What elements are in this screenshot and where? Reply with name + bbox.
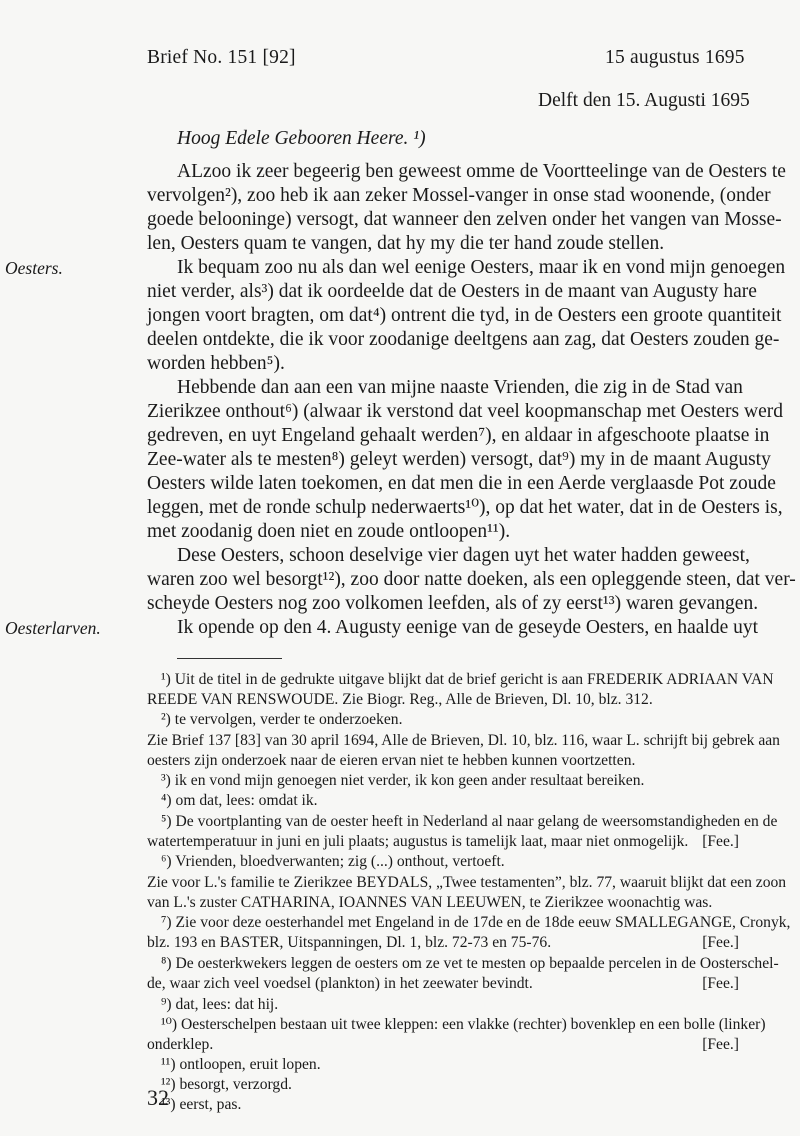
body-line: met zoodanig doen niet en zoude ontloopen¹¹). <box>147 521 511 542</box>
footnote-line: ⁷) Zie voor deze oesterhandel met Engeland in de 17de en de 18de eeuw SMALLEGANGE, Cronyk, <box>161 914 791 931</box>
body-line: Ik opende op den 4. Augusty eenige van de geseyde Oesters, en haalde uyt <box>177 617 759 638</box>
footnote-tag: [Fee.] <box>702 833 739 850</box>
body-line: Oesters wilde laten toekomen, en dat men die in een Aerde verglaasde Pot zoude <box>147 473 776 494</box>
body-line: scheyde Oesters nog zoo volkomen leefden, als of zy eerst¹³) waren gevangen. <box>147 593 759 614</box>
margin-note-oesters: Oesters. <box>5 258 63 278</box>
footnote-rule <box>177 658 282 659</box>
footnote-line: ¹²) besorgt, verzorgd. <box>161 1076 292 1093</box>
dateline: Delft den 15. Augusti 1695 <box>538 90 750 111</box>
footnote-line: ⁴) om dat, lees: omdat ik. <box>161 792 318 809</box>
body-line: deelen ontdekte, die ik voor zoodanige deeltgens aan zag, dat Oesters zouden ge- <box>147 329 780 350</box>
footnote-text: onderklep. <box>147 1036 214 1053</box>
footnote-line: ⁹) dat, lees: dat hij. <box>161 996 279 1013</box>
footnote-line: oesters zijn onderzoek naar de eieren ervan niet te hebben kunnen voortzetten. <box>147 752 636 769</box>
body-line: Zee-water als te mesten⁸) geleyt werden) versogt, dat⁹) my in de maant Augusty <box>147 449 771 470</box>
running-head-left: Brief No. 151 [92] <box>147 47 296 68</box>
body-line: waren zoo wel besorgt¹²), zoo door natte doeken, als een opleggende steen, dat ver- <box>147 569 796 590</box>
body-line: Dese Oesters, schoon deselvige vier dagen uyt het water hadden geweest, <box>177 545 750 566</box>
body-line: niet verder, als³) dat ik oordeelde dat de Oesters in de maant van Augusty hare <box>147 281 757 302</box>
footnote-line: van L.'s zuster CATHARINA, IOANNES VAN LEEUWEN, te Zierikzee woonachtig was. <box>147 894 713 911</box>
footnote-text: de, waar zich veel voedsel (plankton) in het zeewater bevindt. <box>147 975 533 992</box>
running-head-right: 15 augustus 1695 <box>605 47 745 68</box>
footnote-line: ⁶) Vrienden, bloedverwanten; zig (...) onthout, vertoeft. <box>161 853 505 870</box>
footnote-line <box>147 1035 739 1055</box>
footnote-line: ⁸) De oesterkwekers leggen de oesters om ze vet te mesten op bepaalde percelen in de Oosterschel- <box>161 955 779 972</box>
footnote-line: ¹³) eerst, pas. <box>161 1096 242 1113</box>
footnote-line <box>147 933 739 953</box>
body-line: vervolgen²), zoo heb ik aan zeker Mossel-vanger in onse stad woonende, (onder <box>147 185 771 206</box>
footnote-line: ⁵) De voortplanting van de oester heeft in Nederland al naar gelang de weersomstandigheden en de <box>161 813 778 830</box>
footnote-line: ³) ik en vond mijn genoegen niet verder, ik kon geen ander resultaat bereiken. <box>161 772 645 789</box>
page-number: 32 <box>147 1085 169 1110</box>
body-line: gedreven, en uyt Engeland gehaalt werden⁷), en aldaar in afgeschoote plaatse in <box>147 425 770 446</box>
body-line: goede belooninge) versogt, dat wanneer den zelven onder het vangen van Mosse- <box>147 209 782 230</box>
footnote-text: blz. 193 en BASTER, Uitspanningen, Dl. 1, blz. 72-73 en 75-76. <box>147 934 552 951</box>
footnote-line: ¹¹) ontloopen, eruit lopen. <box>161 1056 321 1073</box>
footnote-tag: [Fee.] <box>702 1036 739 1053</box>
footnote-line <box>147 974 739 994</box>
footnote-tag: [Fee.] <box>702 975 739 992</box>
body-line: ALzoo ik zeer begeerig ben geweest omme de Voortteelinge van de Oesters te <box>177 161 786 182</box>
footnote-line: ²) te vervolgen, verder te onderzoeken. <box>161 711 403 728</box>
footnote-line: REEDE VAN RENSWOUDE. Zie Biogr. Reg., Alle de Brieven, Dl. 10, blz. 312. <box>147 691 653 708</box>
footnote-line <box>147 832 739 852</box>
footnote-line: ¹) Uit de titel in de gedrukte uitgave blijkt dat de brief gericht is aan FREDERIK ADRIAAN VAN <box>161 671 774 688</box>
footnote-tag: [Fee.] <box>702 934 739 951</box>
footnote-line: Zie Brief 137 [83] van 30 april 1694, Alle de Brieven, Dl. 10, blz. 116, waar L. schrijft bij gebrek aan <box>147 732 780 749</box>
footnote-text: watertemperatuur in juni en juli plaats; augustus is tamelijk laat, maar niet onmogelijk. <box>147 833 689 850</box>
body-line: Zierikzee onthout⁶) (alwaar ik verstond dat veel koopmanschap met Oesters werd <box>147 401 783 422</box>
body-line: Ik bequam zoo nu als dan wel eenige Oesters, maar ik en vond mijn genoegen <box>177 257 786 278</box>
body-line: Hebbende dan aan een van mijne naaste Vrienden, die zig in de Stad van <box>177 377 743 398</box>
salutation: Hoog Edele Gebooren Heere. ¹) <box>177 128 426 149</box>
footnote-line: ¹⁰) Oesterschelpen bestaan uit twee kleppen: een vlakke (rechter) bovenklep en een bolle (linker) <box>161 1016 766 1033</box>
body-line: len, Oesters quam te vangen, dat hy my die ter hand zoude stellen. <box>147 233 665 254</box>
margin-note-oesterlarven: Oesterlarven. <box>5 618 101 638</box>
footnote-line: Zie voor L.'s familie te Zierikzee BEYDALS, „Twee testamenten”, blz. 77, waaruit blijkt dat een zoon <box>147 874 787 891</box>
body-line: jongen voort bragten, om dat⁴) ontrent die tyd, in de Oesters een groote quantiteit <box>147 305 782 326</box>
body-line: worden hebben⁵). <box>147 353 285 374</box>
body-line: leggen, met de ronde schulp nederwaerts¹⁰), op dat het water, dat in de Oesters is, <box>147 497 783 518</box>
